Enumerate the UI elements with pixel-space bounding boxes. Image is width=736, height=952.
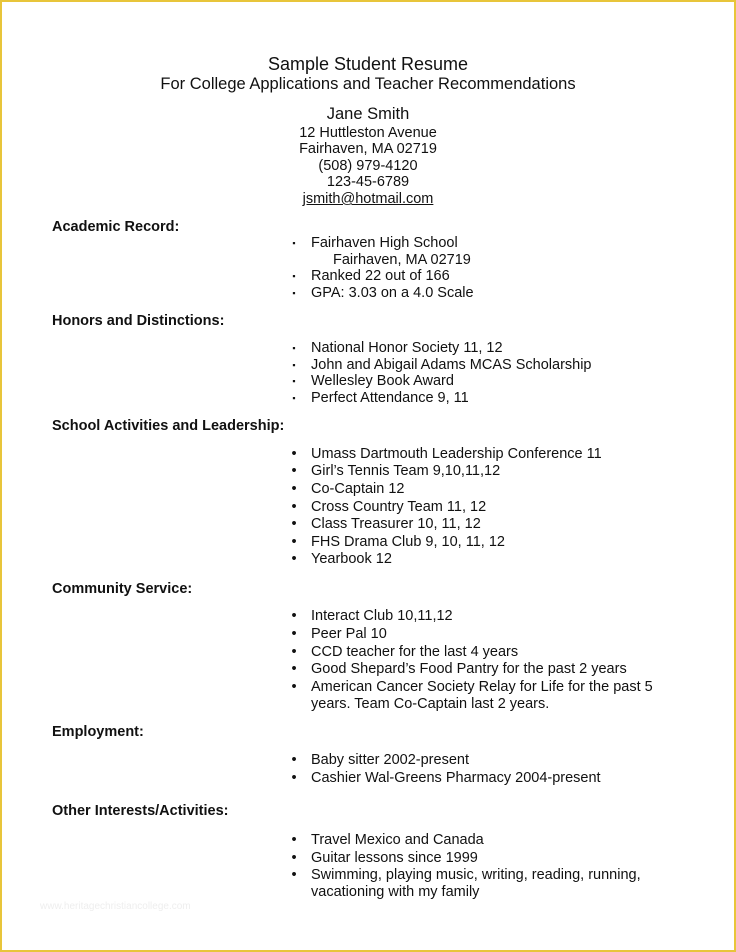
list-item: Umass Dartmouth Leadership Conference 11 xyxy=(311,446,602,462)
address-line-1: 12 Huttleston Avenue xyxy=(299,125,437,141)
list-item: Ranked 22 out of 166 xyxy=(311,268,450,284)
section-heading-employment: Employment: xyxy=(52,724,144,740)
list-item: Wellesley Book Award xyxy=(311,373,454,389)
square-bullet-icon: ▪ xyxy=(292,238,296,248)
square-bullet-icon: ▪ xyxy=(292,376,296,386)
square-bullet-icon: ▪ xyxy=(292,343,296,353)
list-item: Interact Club 10,11,12 xyxy=(311,608,453,624)
section-heading-academic: Academic Record: xyxy=(52,219,180,235)
bullet-icon: • xyxy=(291,481,297,497)
list-item: Guitar lessons since 1999 xyxy=(311,850,478,866)
list-item: GPA: 3.03 on a 4.0 Scale xyxy=(311,285,474,301)
list-item: Travel Mexico and Canada xyxy=(311,832,484,848)
list-item: Fairhaven, MA 02719 xyxy=(333,252,471,268)
bullet-icon: • xyxy=(291,534,297,550)
list-item: American Cancer Society Relay for Life for the past 5 xyxy=(311,679,653,695)
bullet-icon: • xyxy=(291,626,297,642)
section-heading-activities: School Activities and Leadership: xyxy=(52,418,285,434)
list-item: Cashier Wal-Greens Pharmacy 2004-present xyxy=(311,770,601,786)
bullet-icon: • xyxy=(291,644,297,660)
address-line-2: Fairhaven, MA 02719 xyxy=(299,141,437,157)
email-link[interactable] xyxy=(0,191,736,207)
list-item: National Honor Society 11, 12 xyxy=(311,340,503,356)
list-item: Cross Country Team 11, 12 xyxy=(311,499,487,515)
list-item: Good Shepard’s Food Pantry for the past 2 years xyxy=(311,661,627,677)
section-heading-interests: Other Interests/Activities: xyxy=(52,803,229,819)
section-heading-honors: Honors and Distinctions: xyxy=(52,313,225,329)
bullet-icon: • xyxy=(291,832,297,848)
resume-subtitle: For College Applications and Teacher Recommendations xyxy=(160,75,576,93)
bullet-icon: • xyxy=(291,551,297,567)
list-item: Girl’s Tennis Team 9,10,11,12 xyxy=(311,463,501,479)
phone-number: (508) 979-4120 xyxy=(318,158,418,174)
bullet-icon: • xyxy=(291,867,297,883)
list-item: John and Abigail Adams MCAS Scholarship xyxy=(311,357,592,373)
list-item: Peer Pal 10 xyxy=(311,626,387,642)
square-bullet-icon: ▪ xyxy=(292,288,296,298)
resume-title: Sample Student Resume xyxy=(267,54,469,74)
bullet-icon: • xyxy=(291,499,297,515)
list-item: Class Treasurer 10, 11, 12 xyxy=(311,516,481,532)
bullet-icon: • xyxy=(291,752,297,768)
bullet-icon: • xyxy=(291,850,297,866)
watermark: www.heritagechristiancollege.com xyxy=(40,901,191,912)
section-heading-community: Community Service: xyxy=(52,581,193,597)
id-number: 123-45-6789 xyxy=(326,174,410,190)
list-item-continuation: vacationing with my family xyxy=(311,884,480,900)
list-item-continuation: years. Team Co-Captain last 2 years. xyxy=(311,696,550,712)
bullet-icon: • xyxy=(291,679,297,695)
list-item: Baby sitter 2002-present xyxy=(311,752,469,768)
square-bullet-icon: ▪ xyxy=(292,360,296,370)
list-item: Fairhaven High School xyxy=(311,235,458,251)
bullet-icon: • xyxy=(291,516,297,532)
bullet-icon: • xyxy=(291,661,297,677)
bullet-icon: • xyxy=(291,446,297,462)
list-item: Perfect Attendance 9, 11 xyxy=(311,390,469,406)
list-item: FHS Drama Club 9, 10, 11, 12 xyxy=(311,534,505,550)
applicant-name: Jane Smith xyxy=(326,105,410,123)
bullet-icon: • xyxy=(291,463,297,479)
bullet-icon: • xyxy=(291,770,297,786)
square-bullet-icon: ▪ xyxy=(292,393,296,403)
list-item: CCD teacher for the last 4 years xyxy=(311,644,519,660)
list-item: Yearbook 12 xyxy=(311,551,392,567)
list-item: Co-Captain 12 xyxy=(311,481,405,497)
list-item: Swimming, playing music, writing, reading, running, xyxy=(311,867,641,883)
square-bullet-icon: ▪ xyxy=(292,271,296,281)
bullet-icon: • xyxy=(291,608,297,624)
email-address[interactable]: jsmith@hotmail.com xyxy=(302,191,434,207)
